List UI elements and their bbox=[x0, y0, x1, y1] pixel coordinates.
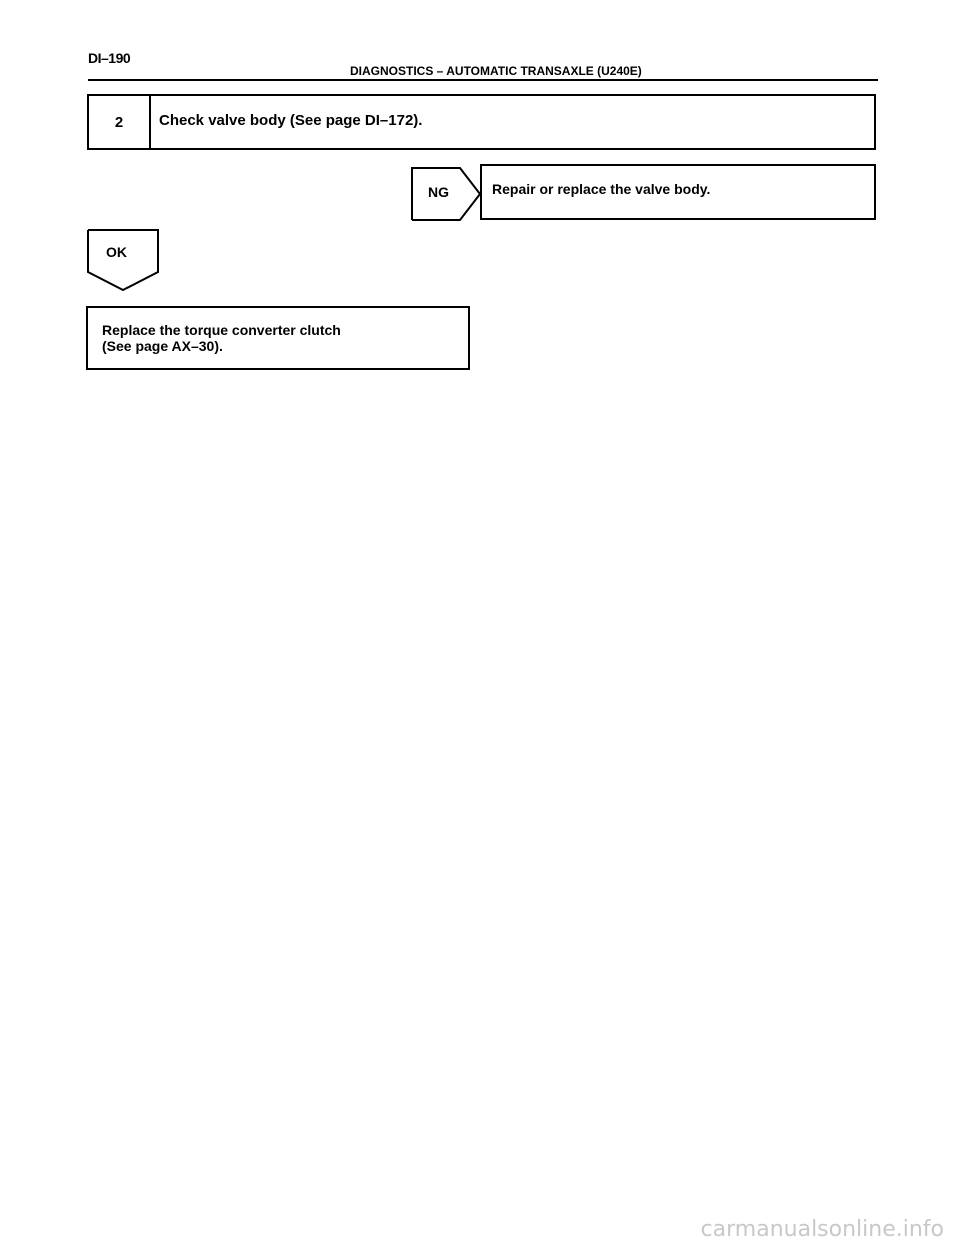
ok-label: OK bbox=[106, 244, 127, 260]
result-line-2: (See page AX–30). bbox=[102, 338, 223, 354]
step-box bbox=[87, 94, 876, 150]
step-text: Check valve body (See page DI–172). bbox=[159, 112, 423, 129]
step-number: 2 bbox=[89, 96, 151, 148]
result-box bbox=[86, 306, 470, 370]
ng-action-box: Repair or replace the valve body. bbox=[480, 164, 876, 220]
header-rule bbox=[88, 79, 878, 81]
page-number: DI–190 bbox=[88, 50, 131, 66]
ok-tag bbox=[86, 228, 160, 292]
ng-tag bbox=[410, 166, 482, 222]
ng-label: NG bbox=[428, 184, 449, 200]
header-title: DIAGNOSTICS – AUTOMATIC TRANSAXLE (U240E) bbox=[350, 64, 642, 78]
ok-arrow-icon bbox=[86, 228, 160, 292]
result-line-1: Replace the torque converter clutch bbox=[102, 322, 341, 338]
watermark: carmanualsonline.info bbox=[700, 1217, 944, 1242]
